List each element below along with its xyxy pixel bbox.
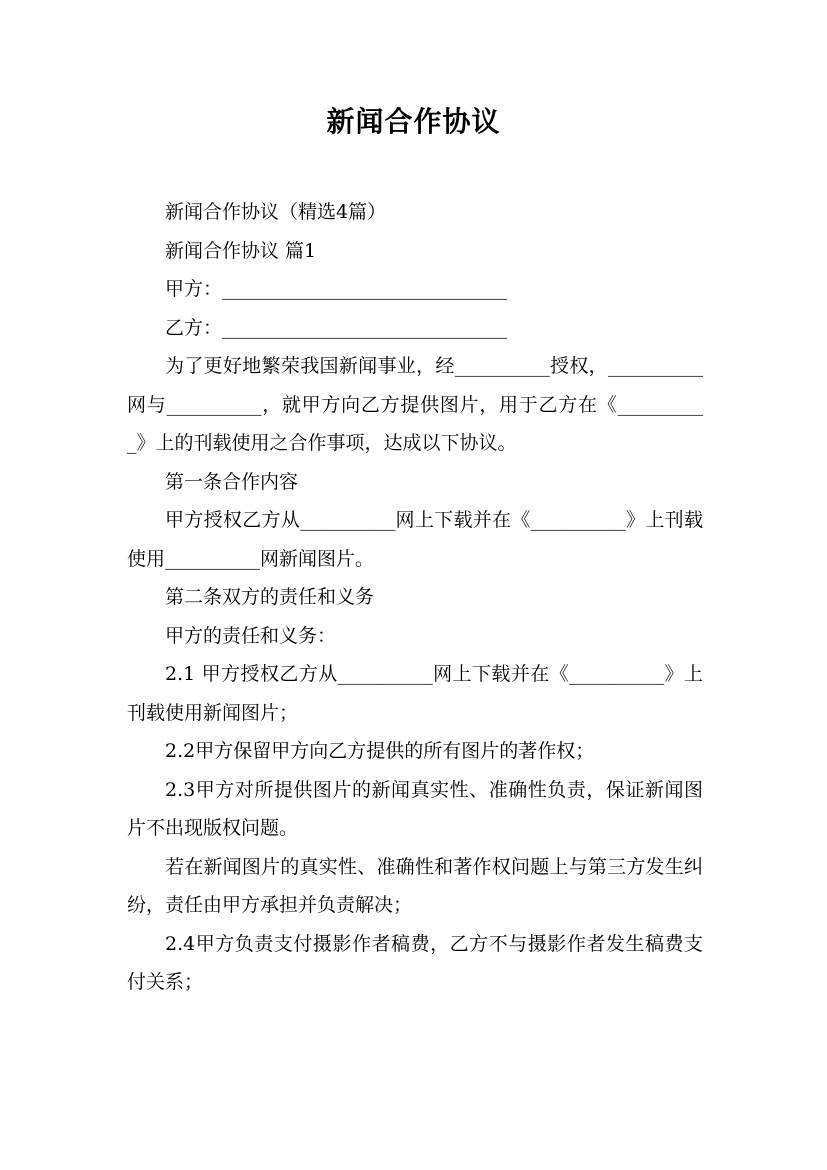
paragraph-clause-2-3-dispute: 若在新闻图片的真实性、准确性和著作权问题上与第三方发生纠纷，责任由甲方承担并负责解决； xyxy=(127,855,703,916)
paragraph-party-a-duties-heading: 甲方的责任和义务： xyxy=(165,624,337,647)
paragraph-clause-2-2: 2.2甲方保留甲方向乙方提供的所有图片的著作权； xyxy=(165,740,595,762)
document-title: 新闻合作协议 xyxy=(326,105,501,138)
paragraph-article-2-heading: 第二条双方的责任和义务 xyxy=(165,586,375,608)
paragraph-clause-2-4: 2.4甲方负责支付摄影作者稿费，乙方不与摄影作者发生稿费支付关系； xyxy=(127,932,703,993)
document-body xyxy=(127,193,703,1002)
paragraph-clause-2-3: 2.3甲方对所提供图片的新闻真实性、准确性负责，保证新闻图片不出现版权问题。 xyxy=(127,778,703,839)
paragraph-article-1-heading: 第一条合作内容 xyxy=(165,470,299,493)
paragraph-preamble: 为了更好地繁荣我国新闻事业，经__________授权，__________网与__________，就甲方向乙方提供图片，用于乙方在《__________》上的刊载使用之合作事项，达成以下协议。 xyxy=(127,355,703,454)
paragraph-clause-2-1: 2.1 甲方授权乙方从__________网上下载并在《__________》上刊载使用新闻图片； xyxy=(127,663,703,724)
paragraph-party-b: 乙方：______________________________ xyxy=(165,316,508,339)
paragraph-article-1-content: 甲方授权乙方从__________网上下载并在《__________》上刊载使用__________网新闻图片。 xyxy=(127,509,703,570)
paragraph-section-heading: 新闻合作协议 篇1 xyxy=(165,239,317,262)
paragraph-subtitle: 新闻合作协议（精选4篇） xyxy=(165,201,387,223)
paragraph-party-a: 甲方：______________________________ xyxy=(165,278,508,300)
